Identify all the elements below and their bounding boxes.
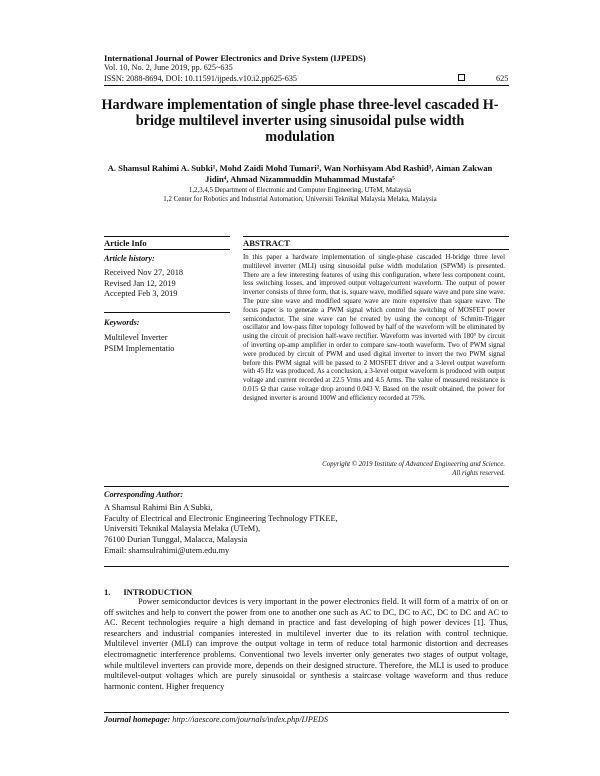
abstract-bottom-rule bbox=[104, 486, 509, 487]
accepted-date: Accepted Feb 3, 2019 bbox=[104, 289, 178, 299]
keyword-item: PSIM Implementatio bbox=[104, 343, 175, 353]
journal-name: International Journal of Power Electronics and Drive System (IJPEDS) bbox=[104, 53, 366, 63]
article-dates bbox=[104, 268, 183, 300]
introduction-text bbox=[104, 597, 508, 692]
affiliation-1: 1,2,3,4,5 Department of Electronic and Computer Engineering, UTeM, Malaysia bbox=[188, 187, 412, 194]
keyword-list bbox=[104, 333, 174, 354]
introduction-heading: 1. INTRODUCTION bbox=[104, 587, 193, 597]
article-history-heading: Article history: bbox=[104, 254, 155, 263]
corresponding-line: Universiti Teknikal Malaysia Melaka (UTeM), bbox=[104, 524, 261, 534]
rights-line: All rights reserved. bbox=[452, 470, 505, 477]
page-number: 625 bbox=[496, 74, 509, 83]
abstract-heading-rule bbox=[243, 249, 509, 250]
journal-homepage bbox=[104, 715, 328, 724]
article-info-heading: Article Info bbox=[104, 238, 147, 248]
corresponding-line: Faculty of Electrical and Electronic Engineering Technology FTKEE, bbox=[104, 513, 338, 523]
revised-date: Revised Jan 12, 2019 bbox=[104, 278, 176, 288]
copyright-notice bbox=[243, 460, 505, 478]
corresponding-line: 76100 Durian Tunggal, Malacca, Malaysia bbox=[104, 535, 248, 545]
header-rule bbox=[104, 85, 509, 86]
homepage-link[interactable]: http://iaescore.com/journals/index.php/IJPEDS bbox=[172, 715, 328, 724]
corresponding-line: A Shamsul Rahimi Bin A Subki, bbox=[104, 503, 213, 512]
affiliations bbox=[100, 186, 500, 204]
keywords-heading: Keywords: bbox=[104, 318, 140, 327]
received-date: Received Nov 27, 2018 bbox=[104, 268, 184, 277]
corresponding-email: Email: shamsulrahimi@utem.edu.my bbox=[104, 545, 230, 555]
introduction-body: Power semiconductor devices is very important in the power electronics field. It will form of a matrix of on or off switches and help to convert the power from one to another one such as AC to DC, DC to AC, DC to DC and AC to AC. Recent technologies require a high demand in practice and fast developing of high power devices [1]. Thus, researchers and industrial companies interested in multilevel inverter due to its relation with control technique. Multilevel inverter (MLI) can improve the output voltage in term of reduce total harmonic distortion and decreases electromagnetic interference problems. Conventional two levels inverter only generates two stages of output voltage, while multilevel inverters can provide more, depends on their designed structure. Therefore, the MLI is used to produce multilevel-output voltages which are purely sinusoidal or synthesis a staircase voltage waveform and thus reduce harmonic content. Higher frequency bbox=[104, 597, 508, 691]
corresponding-details bbox=[104, 503, 424, 557]
keyword-item: Multilevel Inverter bbox=[104, 333, 168, 342]
abstract-top-rule bbox=[243, 236, 509, 237]
journal-volume: Vol. 10, No. 2, June 2019, pp. 625~635 bbox=[104, 63, 233, 72]
abstract-heading: ABSTRACT bbox=[243, 238, 290, 248]
info-heading-rule bbox=[104, 249, 230, 250]
copyright-line: Copyright © 2019 Institute of Advanced Engineering and Science. bbox=[322, 461, 505, 468]
abstract-text: In this paper a hardware implementation of single-phase cascaded H-bridge three level multilevel inverter (MLI) using sinusoidal pulse width modulation (SPWM) is presented. There are a few interesting features of using this configuration, where less component count, less switching losses, and improved output voltage/current waveform. The output of power inverter consists of three form, that is, square wave, modified square wave and pure sine wave. The pure sine wave and modified square wave are more expensive than square wave. The focus paper is to generate a PWM signal which control the switching of MOSFET power semiconductor. The sine wave can be created by using the concept of Schmitt-Trigger oscillator and low-pass filter topology followed by half of the waveform will be eliminated by using the circuit of precision half-wave rectifier. Waveform was inverted with 180° by circuit of inverting op-amp amplifier in order to compare saw-tooth waveform. Two of PWM signal were produced by circuit of PWM and used digital inverter to invert the two PWM signal before this PWM signal will be passed to 2 MOSFET driver and a 3-level output waveform with 45 Hz was produced. As a conclusion, a 3-level output waveform is produced with output voltage and current recorded at 22.5 Vrms and 4.5 Arms. The value of measured resistance is 0.015 Ω that cause voltage drop around 0.043 V. Based on the result obtained, the power for designed inverter is around 100W and efficiency recorded at 75%. bbox=[243, 254, 505, 402]
issn-doi: ISSN: 2088-8694, DOI: 10.11591/ijpeds.v10.i2.pp625-635 bbox=[104, 74, 298, 83]
corresponding-bottom-rule bbox=[104, 566, 509, 567]
footer-rule bbox=[104, 712, 509, 713]
square-icon bbox=[458, 74, 465, 81]
paper-title: Hardware implementation of single phase three-level cascaded H-bridge multilevel inverter using sinusoidal pulse width modulation bbox=[101, 97, 499, 145]
info-mid-rule bbox=[104, 312, 230, 313]
corresponding-heading: Corresponding Author: bbox=[104, 490, 184, 499]
info-top-rule bbox=[104, 236, 230, 237]
author-list: A. Shamsul Rahimi A. Subki¹, Mohd Zaidi Mohd Tumari², Wan Norhisyam Abd Rashid³, Aiman Zakwan Jidin⁴, Ahmad Nizammuddin Muhammad Mustafa⁵ bbox=[107, 163, 493, 184]
affiliation-2: 1,2 Center for Robotics and Industrial Automation, Universiti Teknikal Malaysia Melaka, Malaysia bbox=[163, 196, 437, 203]
homepage-label: Journal homepage: bbox=[104, 715, 171, 724]
